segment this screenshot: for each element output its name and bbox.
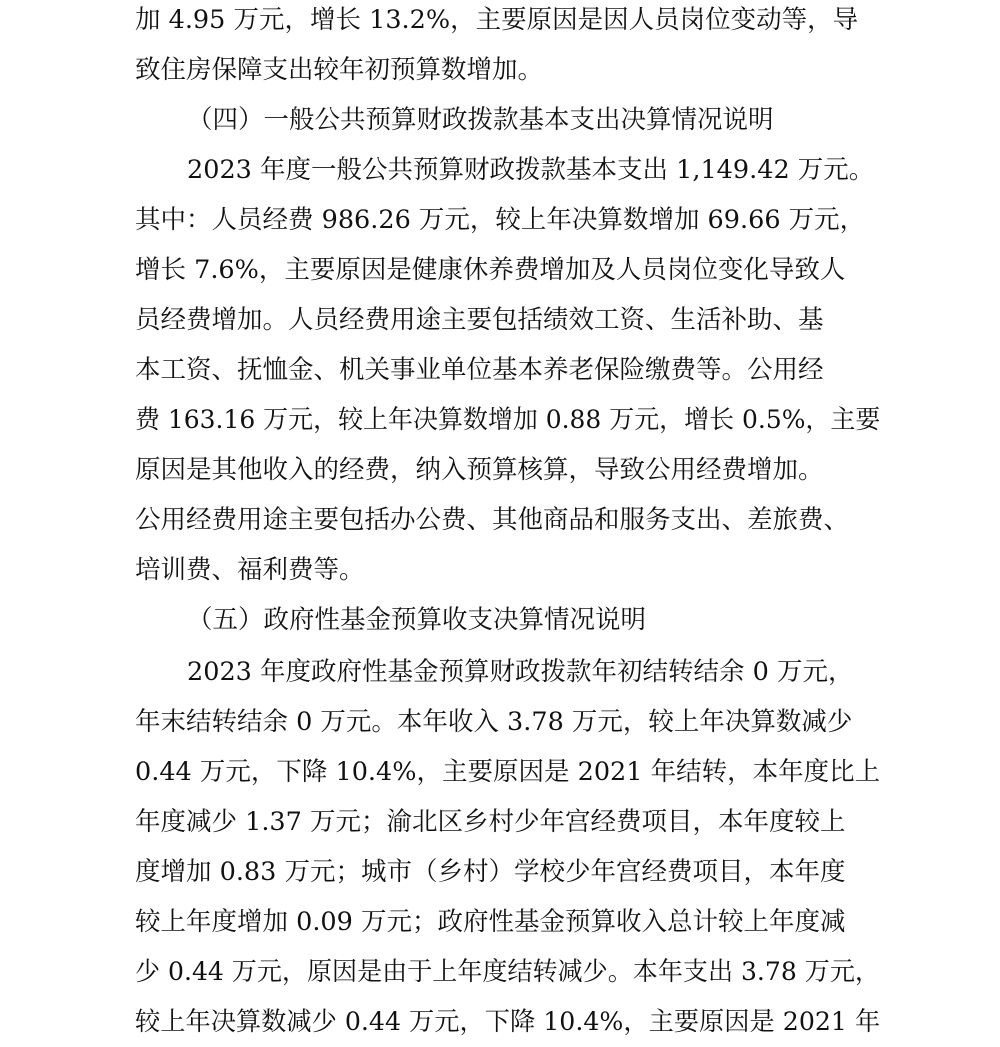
section-heading-5: （五）政府性基金预算收支决算情况说明 — [187, 605, 647, 635]
text-line: 致住房保障支出较年初预算数增加。 — [135, 55, 544, 85]
text-line: 增长 7.6%，主要原因是健康休养费增加及人员岗位变化导致人 — [135, 255, 846, 285]
text-line: 本工资、抚恤金、机关事业单位基本养老保险缴费等。公用经 — [135, 355, 824, 385]
text-line: 费 163.16 万元，较上年决算数增加 0.88 万元，增长 0.5%，主要 — [135, 405, 881, 435]
text-line: 原因是其他收入的经费，纳入预算核算，导致公用经费增加。 — [135, 455, 824, 485]
text-line: 员经费增加。人员经费用途主要包括绩效工资、生活补助、基 — [135, 305, 824, 335]
text-line: 年末结转结余 0 万元。本年收入 3.78 万元，较上年决算数减少 — [135, 707, 853, 737]
text-line: 2023 年度一般公共预算财政拨款基本支出 1,149.42 万元。 — [187, 155, 875, 185]
text-line: 其中：人员经费 986.26 万元，较上年决算数增加 69.66 万元， — [135, 205, 866, 235]
text-line: 年度减少 1.37 万元；渝北区乡村少年宫经费项目，本年度较上 — [135, 807, 846, 837]
text-line: 0.44 万元，下降 10.4%，主要原因是 2021 年结转，本年度比上 — [135, 757, 881, 787]
text-line: 加 4.95 万元，增长 13.2%，主要原因是因人员岗位变动等，导 — [135, 5, 859, 35]
text-line: 度增加 0.83 万元；城市（乡村）学校少年宫经费项目，本年度 — [135, 857, 846, 887]
text-line: 较上年决算数减少 0.44 万元，下降 10.4%，主要原因是 2021 年 — [135, 1007, 881, 1037]
section-heading-4: （四）一般公共预算财政拨款基本支出决算情况说明 — [187, 105, 774, 135]
text-line: 公用经费用途主要包括办公费、其他商品和服务支出、差旅费、 — [135, 505, 850, 535]
text-line: 较上年度增加 0.09 万元；政府性基金预算收入总计较上年度减 — [135, 907, 846, 937]
text-line: 培训费、福利费等。 — [135, 555, 365, 585]
text-line: 2023 年度政府性基金预算财政拨款年初结转结余 0 万元， — [187, 657, 854, 687]
text-line: 少 0.44 万元，原因是由于上年度结转减少。本年支出 3.78 万元， — [135, 957, 880, 987]
